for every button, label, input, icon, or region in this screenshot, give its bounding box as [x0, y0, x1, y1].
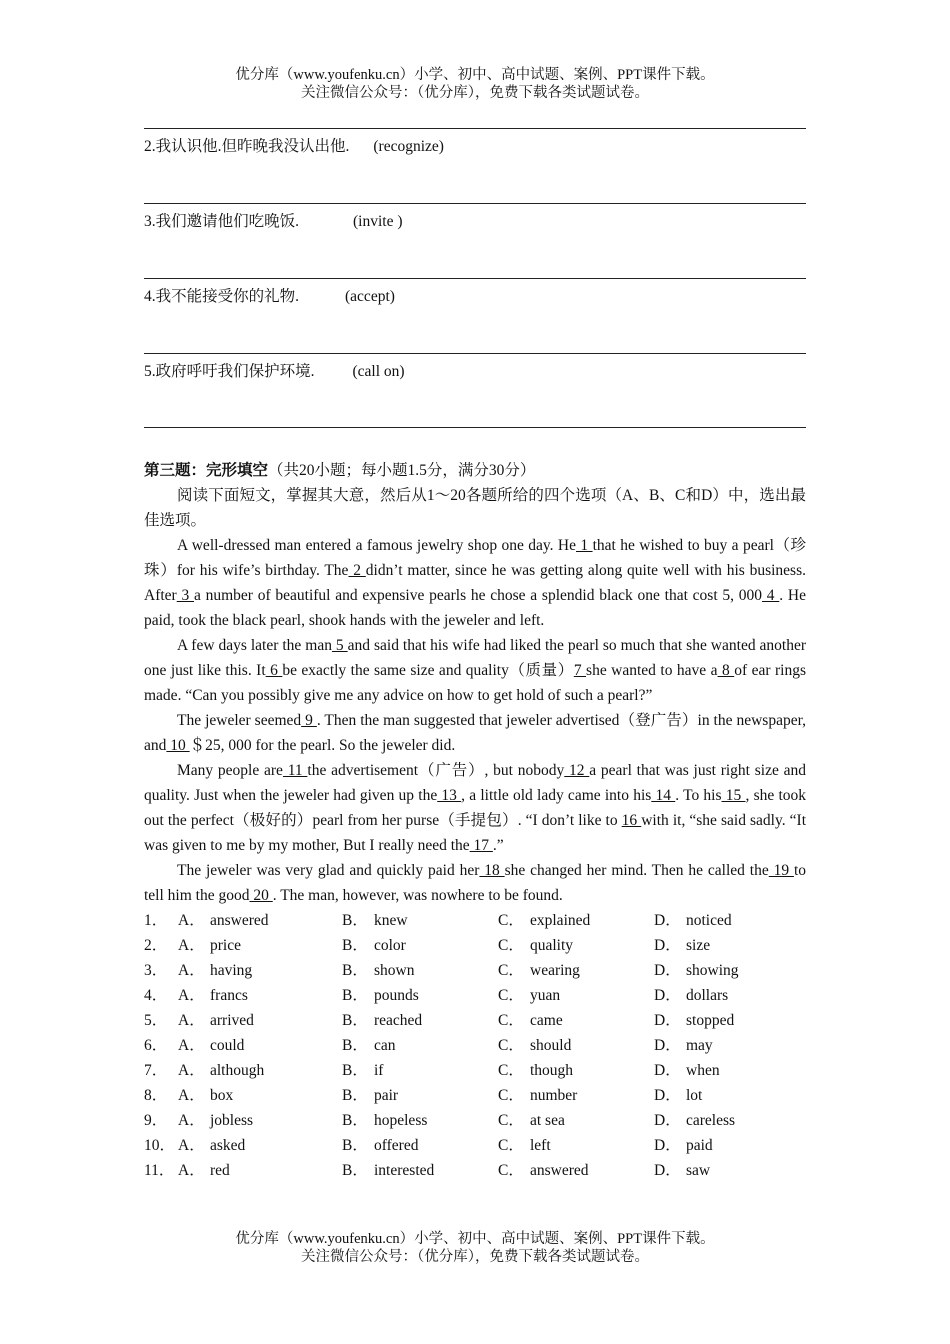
blank: 12: [564, 762, 590, 779]
translation-item: [144, 137, 806, 157]
option-label: C．: [498, 1012, 524, 1029]
option-row: [144, 933, 739, 958]
option-label: A．: [178, 1037, 205, 1054]
option-c: yuan: [530, 987, 561, 1004]
translation-item: [144, 287, 806, 307]
option-row: [144, 958, 739, 983]
option-label: D．: [654, 912, 681, 929]
question-number: 10．: [144, 1137, 176, 1154]
option-c: at sea: [530, 1112, 565, 1129]
option-label: B．: [342, 1137, 368, 1154]
option-label: C．: [498, 987, 524, 1004]
option-label: A．: [178, 912, 205, 929]
option-a: arrived: [210, 1012, 254, 1029]
blank: 3: [176, 587, 194, 604]
question-number: 3．: [144, 962, 168, 979]
option-label: A．: [178, 1162, 205, 1179]
option-label: B．: [342, 912, 368, 929]
option-b: hopeless: [374, 1112, 428, 1129]
passage-paragraph: The jeweler was very glad and quickly paid her 18 she changed her mind. Then he called the 19 to tell him the good 20 . The man, however, was nowhere to be found.: [144, 862, 807, 904]
option-b: pounds: [374, 987, 419, 1004]
option-d: lot: [686, 1087, 703, 1104]
option-label: A．: [178, 962, 205, 979]
blank: 17: [469, 837, 493, 854]
option-label: C．: [498, 912, 524, 929]
option-label: D．: [654, 1112, 681, 1129]
translation-item: [144, 362, 806, 382]
blank: 18: [479, 862, 505, 879]
page-header: [0, 66, 950, 102]
option-row: [144, 1033, 739, 1058]
option-row: [144, 1008, 739, 1033]
option-label: A．: [178, 1112, 205, 1129]
option-label: C．: [498, 962, 524, 979]
option-c: explained: [530, 912, 591, 929]
option-b: offered: [374, 1137, 419, 1154]
translation-text: 5.政府呼吁我们保护环境.: [144, 363, 315, 380]
blank: 16: [621, 812, 642, 829]
option-b: if: [374, 1062, 384, 1079]
blank: 19: [768, 862, 794, 879]
blank: 14: [651, 787, 676, 804]
option-row: [144, 1083, 739, 1108]
option-label: C．: [498, 1112, 524, 1129]
option-label: D．: [654, 1037, 681, 1054]
option-label: D．: [654, 1062, 681, 1079]
question-number: 6．: [144, 1037, 168, 1054]
translation-item: [144, 212, 806, 232]
option-label: C．: [498, 1162, 524, 1179]
question-number: 7．: [144, 1062, 168, 1079]
option-label: B．: [342, 1012, 368, 1029]
option-b: shown: [374, 962, 415, 979]
page-footer: [0, 1230, 950, 1266]
option-label: A．: [178, 987, 205, 1004]
option-row: [144, 908, 739, 933]
option-label: B．: [342, 1112, 368, 1129]
answer-line: [144, 278, 806, 279]
option-d: when: [686, 1062, 720, 1079]
translation-hint: (invite ): [353, 213, 403, 230]
option-a: price: [210, 937, 241, 954]
option-c: should: [530, 1037, 572, 1054]
option-label: B．: [342, 1162, 368, 1179]
option-a: red: [210, 1162, 230, 1179]
option-label: B．: [342, 1062, 368, 1079]
question-number: 11．: [144, 1162, 175, 1179]
option-row: [144, 1108, 739, 1133]
section-title: [144, 458, 806, 483]
option-label: A．: [178, 1137, 205, 1154]
blank: 11: [282, 762, 308, 779]
option-d: stopped: [686, 1012, 735, 1029]
option-a: francs: [210, 987, 248, 1004]
option-a: asked: [210, 1137, 246, 1154]
option-d: showing: [686, 962, 739, 979]
blank: 6: [265, 662, 283, 679]
question-number: 1．: [144, 912, 168, 929]
blank: 10: [166, 737, 190, 754]
option-c: number: [530, 1087, 578, 1104]
blank: 7: [573, 662, 587, 679]
option-d: size: [686, 937, 711, 954]
option-b: can: [374, 1037, 396, 1054]
option-d: careless: [686, 1112, 736, 1129]
option-label: D．: [654, 1162, 681, 1179]
option-label: B．: [342, 1087, 368, 1104]
option-label: C．: [498, 1087, 524, 1104]
option-row: [144, 1133, 739, 1158]
option-label: C．: [498, 1037, 524, 1054]
option-a: having: [210, 962, 253, 979]
option-d: may: [686, 1037, 713, 1054]
option-b: pair: [374, 1087, 399, 1104]
blank: 13: [437, 787, 462, 804]
option-label: D．: [654, 987, 681, 1004]
option-b: color: [374, 937, 406, 954]
option-label: D．: [654, 1087, 681, 1104]
option-label: C．: [498, 1062, 524, 1079]
option-d: noticed: [686, 912, 732, 929]
blank: 1: [576, 537, 593, 554]
translation-text: 4.我不能接受你的礼物.: [144, 288, 300, 305]
option-b: interested: [374, 1162, 435, 1179]
footer-line-1: 优分库（www.youfenku.cn）小学、初中、高中试题、案例、PPT课件下载。: [235, 1231, 715, 1247]
translation-hint: (call on): [352, 363, 405, 380]
answer-line: [144, 353, 806, 354]
option-c: came: [530, 1012, 563, 1029]
option-label: D．: [654, 962, 681, 979]
passage-paragraph: A few days later the man 5 and said that his wife had liked the pearl so much that she wanted another one just like this. It 6 be exactly the same size and quality（质量）7 she wanted to have a 8 of ear rings made. “Can you possibly give me any advice on how to get hold of such a pearl?”: [144, 637, 807, 704]
option-label: A．: [178, 937, 205, 954]
option-d: dollars: [686, 987, 729, 1004]
passage-paragraph: Many people are 11 the advertisement（广告）, but nobody 12 a pearl that was just right size and quality. Just when the jeweler had given up the 13 , a little old lady came into his 14 . To his 15 , she took out the perfect（极好的）pearl from her purse（手提包）. “I don’t like to 16 with it, “she said sadly. “It was given to me by my mother, But I really need the 17 .”: [144, 762, 807, 854]
option-label: B．: [342, 937, 368, 954]
option-b: reached: [374, 1012, 423, 1029]
option-label: D．: [654, 937, 681, 954]
answer-line: [144, 203, 806, 204]
passage-paragraph: The jeweler seemed 9 . Then the man suggested that jeweler advertised（登广告）in the newspaper, and 10 ＄25, 000 for the pearl. So the jeweler did.: [144, 712, 806, 754]
instruction: 阅读下面短文，掌握其大意，然后从1～20各题所给的四个选项（A、B、C和D）中，选出最佳选项。: [144, 487, 806, 529]
option-a: box: [210, 1087, 234, 1104]
option-a: could: [210, 1037, 245, 1054]
option-d: paid: [686, 1137, 713, 1154]
header-line-2: 关注微信公众号：（优分库），免费下载各类试题试卷。: [301, 85, 649, 101]
passage-paragraph: A well-dressed man entered a famous jewelry shop one day. He 1 that he wished to buy a pearl（珍珠）for his wife’s birthday. The 2 didn’t matter, since he was getting along quite well with his business. After 3 a number of beautiful and expensive pearls he chose a splendid black one that cost 5, 000 4 . He paid, took the black pearl, shook hands with the jeweler and left.: [144, 537, 807, 629]
translation-hint: (recognize): [373, 138, 444, 155]
question-number: 9．: [144, 1112, 168, 1129]
question-number: 8．: [144, 1087, 168, 1104]
option-label: B．: [342, 1037, 368, 1054]
blank: 15: [721, 787, 746, 804]
translation-text: 2.我认识他.但昨晚我没认出他.: [144, 138, 350, 155]
options-table: [144, 908, 739, 1183]
option-row: [144, 983, 739, 1008]
option-c: though: [530, 1062, 574, 1079]
option-label: C．: [498, 1137, 524, 1154]
option-label: C．: [498, 937, 524, 954]
question-number: 2．: [144, 937, 168, 954]
blank: 9: [301, 712, 317, 729]
option-row: [144, 1158, 739, 1183]
option-c: quality: [530, 937, 574, 954]
question-number: 5．: [144, 1012, 168, 1029]
question-number: 4．: [144, 987, 168, 1004]
translation-hint: (accept): [345, 288, 395, 305]
section-subtitle: （共20小题；每小题1.5分，满分30分）: [268, 462, 536, 479]
option-c: wearing: [530, 962, 580, 979]
page-content: [144, 128, 806, 1183]
section-title-bold: 第三题：完形填空: [144, 462, 269, 479]
option-label: A．: [178, 1062, 205, 1079]
header-line-1: 优分库（www.youfenku.cn）小学、初中、高中试题、案例、PPT课件下载。: [235, 67, 715, 83]
option-row: [144, 1058, 739, 1083]
answer-line: [144, 427, 806, 428]
option-label: B．: [342, 987, 368, 1004]
option-a: answered: [210, 912, 269, 929]
option-c: answered: [530, 1162, 589, 1179]
option-a: jobless: [210, 1112, 254, 1129]
blank: 20: [249, 887, 273, 904]
option-d: saw: [686, 1162, 711, 1179]
option-b: knew: [374, 912, 408, 929]
answer-line: [144, 128, 806, 129]
option-label: D．: [654, 1012, 681, 1029]
option-c: left: [530, 1137, 551, 1154]
footer-line-2: 关注微信公众号：（优分库），免费下载各类试题试卷。: [301, 1249, 649, 1265]
translation-text: 3.我们邀请他们吃晚饭.: [144, 213, 300, 230]
blank: 8: [717, 662, 735, 679]
option-label: A．: [178, 1012, 205, 1029]
option-a: although: [210, 1062, 265, 1079]
option-label: B．: [342, 962, 368, 979]
option-label: A．: [178, 1087, 205, 1104]
blank: 2: [348, 562, 366, 579]
option-label: D．: [654, 1137, 681, 1154]
blank: 5: [331, 637, 348, 654]
blank: 4: [762, 587, 780, 604]
